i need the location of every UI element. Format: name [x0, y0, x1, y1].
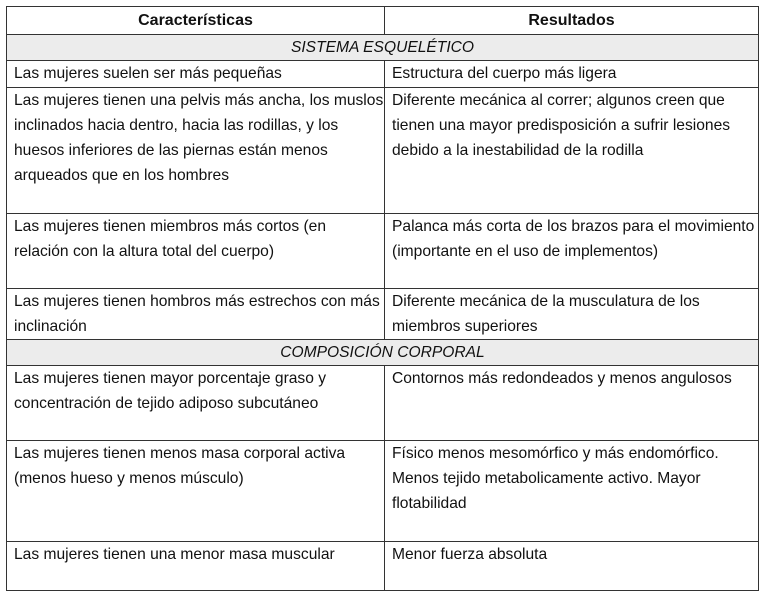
header-caracteristicas: Características — [7, 7, 385, 35]
characteristic-cell: Las mujeres tienen miembros más cortos (en relación con la altura total del cuerpo) — [7, 214, 385, 289]
section-title: COMPOSICIÓN CORPORAL — [7, 340, 759, 366]
result-cell: Diferente mecánica al correr; algunos creen que tienen una mayor predisposición a sufrir lesiones debido a la inestabilidad de la rodilla — [385, 88, 759, 214]
characteristic-cell: Las mujeres tienen hombros más estrechos con más inclinación — [7, 289, 385, 340]
table-row — [7, 214, 759, 289]
result-cell: Contornos más redondeados y menos angulosos — [385, 366, 759, 441]
characteristic-cell: Las mujeres suelen ser más pequeñas — [7, 61, 385, 88]
table-row — [7, 61, 759, 88]
characteristic-cell: Las mujeres tienen menos masa corporal activa (menos hueso y menos músculo) — [7, 441, 385, 542]
section-row-skeletal — [7, 35, 759, 61]
result-cell: Físico menos mesomórfico y más endomórfico. Menos tejido metabolicamente activo. Mayor flotabilidad — [385, 441, 759, 542]
section-title: SISTEMA ESQUELÉTICO — [7, 35, 759, 61]
table-row — [7, 88, 759, 214]
comparison-table-container — [6, 6, 758, 591]
comparison-table — [6, 6, 759, 591]
characteristic-cell: Las mujeres tienen mayor porcentaje graso y concentración de tejido adiposo subcutáneo — [7, 366, 385, 441]
table-row — [7, 441, 759, 542]
characteristic-cell: Las mujeres tienen una menor masa muscular — [7, 542, 385, 591]
result-cell: Palanca más corta de los brazos para el movimiento (importante en el uso de implementos) — [385, 214, 759, 289]
table-row — [7, 542, 759, 591]
characteristic-cell: Las mujeres tienen una pelvis más ancha, los muslos inclinados hacia dentro, hacia las rodillas, y los huesos inferiores de las piernas están menos arqueados que en los hombres — [7, 88, 385, 214]
header-resultados: Resultados — [385, 7, 759, 35]
header-row — [7, 7, 759, 35]
section-row-body-composition — [7, 340, 759, 366]
result-cell: Diferente mecánica de la musculatura de los miembros superiores — [385, 289, 759, 340]
table-row — [7, 366, 759, 441]
result-cell: Menor fuerza absoluta — [385, 542, 759, 591]
table-row — [7, 289, 759, 340]
result-cell: Estructura del cuerpo más ligera — [385, 61, 759, 88]
